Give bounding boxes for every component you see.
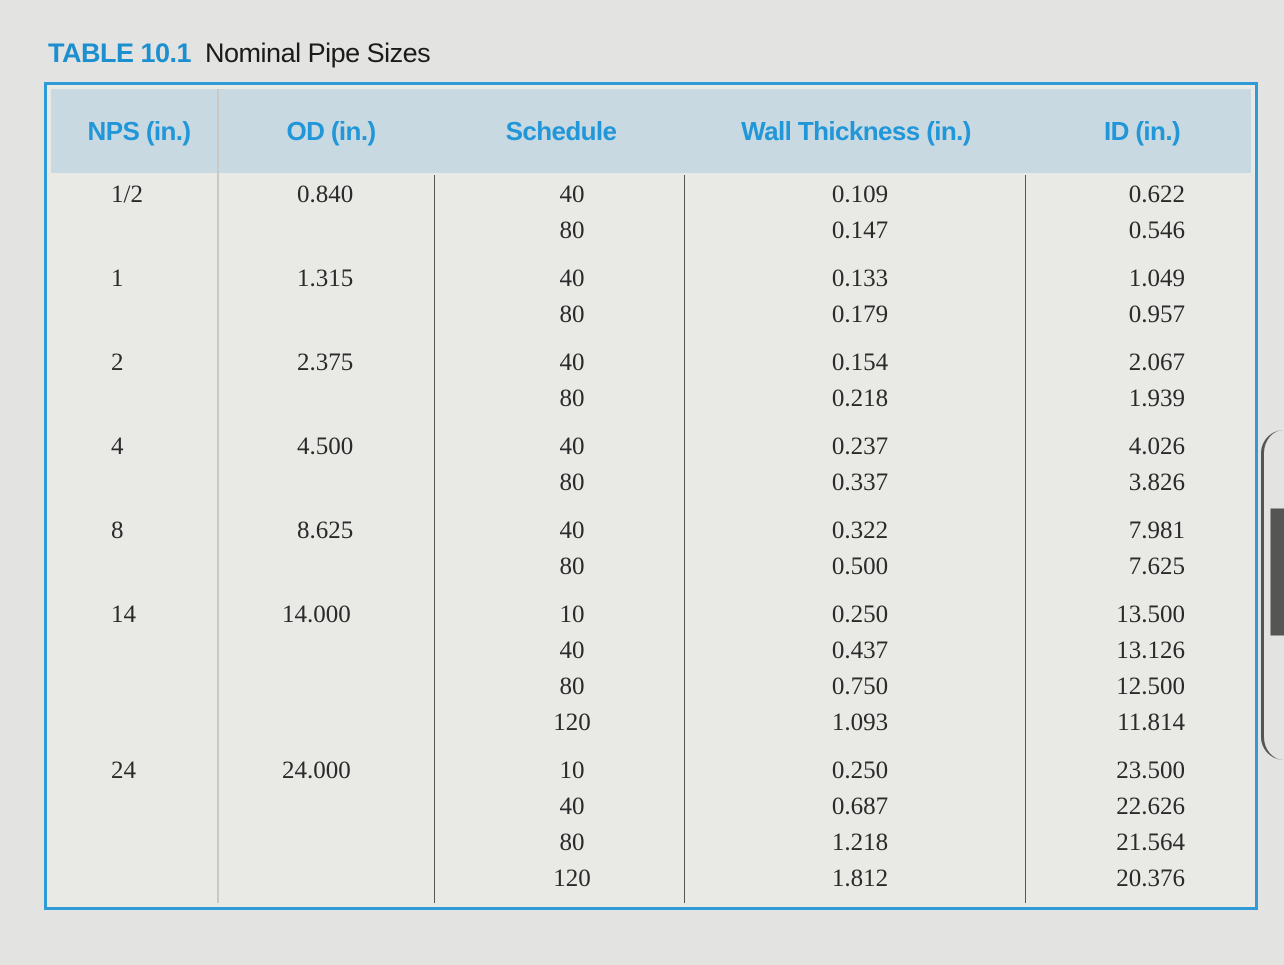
header-schedule: Schedule (505, 116, 617, 146)
schedule-cell: 80 (559, 217, 585, 244)
schedule-cell: 40 (559, 517, 585, 544)
schedule-cell: 40 (559, 793, 585, 820)
schedule-cell: 80 (559, 829, 585, 856)
wall-thickness-cell: 0.687 (831, 793, 889, 820)
schedule-cell: 120 (553, 709, 591, 736)
inner-diameter-cell: 0.957 (1128, 301, 1185, 328)
inner-diameter-cell: 20.376 (1116, 865, 1185, 892)
schedule-cell: 80 (559, 469, 585, 496)
wall-thickness-cell: 1.812 (831, 865, 889, 892)
column-divider (1025, 175, 1026, 903)
inner-diameter-cell: 23.500 (1116, 757, 1185, 784)
column-divider (434, 175, 435, 903)
table-caption (48, 38, 430, 69)
schedule-cell: 80 (559, 301, 585, 328)
wall-thickness-cell: 0.147 (831, 217, 889, 244)
column-divider (684, 175, 685, 903)
inner-diameter-cell: 3.826 (1128, 469, 1185, 496)
wall-thickness-cell: 0.337 (831, 469, 889, 496)
wall-thickness-cell: 0.322 (831, 517, 889, 544)
od-cell: 14.000 (282, 601, 351, 628)
nps-cell: 8 (111, 517, 124, 544)
schedule-cell: 80 (559, 553, 585, 580)
inner-diameter-cell: 12.500 (1116, 673, 1185, 700)
wall-thickness-cell: 1.218 (831, 829, 889, 856)
nps-cell: 14 (111, 601, 136, 628)
pipe-size-table (44, 82, 1258, 910)
table-header-row (51, 89, 1251, 173)
wall-thickness-cell: 0.437 (831, 637, 889, 664)
nps-cell: 1/2 (111, 181, 143, 208)
od-cell: 8.625 (297, 517, 354, 544)
inner-diameter-cell: 2.067 (1128, 349, 1185, 376)
schedule-cell: 80 (559, 385, 585, 412)
nps-cell: 2 (111, 349, 124, 376)
inner-diameter-cell: 4.026 (1128, 433, 1185, 460)
inner-diameter-cell: 0.622 (1128, 181, 1185, 208)
inner-diameter-cell: 1.049 (1128, 265, 1185, 292)
inner-diameter-cell: 11.814 (1117, 709, 1185, 736)
wall-thickness-cell: 0.237 (831, 433, 889, 460)
nps-cell: 1 (111, 265, 124, 292)
wall-thickness-cell: 0.179 (831, 301, 889, 328)
schedule-cell: 40 (559, 433, 585, 460)
od-cell: 2.375 (297, 349, 354, 376)
nps-cell: 4 (111, 433, 124, 460)
od-cell: 0.840 (297, 181, 354, 208)
header-wall-thickness: Wall Thickness (in.) (741, 116, 971, 146)
schedule-cell: 10 (559, 757, 585, 784)
schedule-cell: 40 (559, 349, 585, 376)
schedule-cell: 80 (559, 673, 585, 700)
wall-thickness-cell: 0.750 (831, 673, 889, 700)
inner-diameter-cell: 0.546 (1128, 217, 1185, 244)
schedule-cell: 40 (559, 637, 585, 664)
table-title: Nominal Pipe Sizes (205, 38, 431, 68)
schedule-cell: 10 (559, 601, 585, 628)
od-cell: 4.500 (297, 433, 354, 460)
wall-thickness-cell: 0.250 (831, 757, 889, 784)
wall-thickness-cell: 0.250 (831, 601, 889, 628)
inner-diameter-cell: 13.500 (1116, 601, 1185, 628)
table-number: TABLE 10.1 (48, 38, 192, 68)
wall-thickness-cell: 0.218 (831, 385, 889, 412)
wall-thickness-cell: 0.500 (831, 553, 889, 580)
od-cell: 1.315 (297, 265, 354, 292)
inner-diameter-cell: 21.564 (1116, 829, 1185, 856)
column-divider (217, 89, 219, 903)
inner-diameter-cell: 13.126 (1116, 637, 1185, 664)
inner-diameter-cell: 7.981 (1128, 517, 1185, 544)
header-nps: NPS (in.) (87, 116, 191, 146)
wall-thickness-cell: 0.154 (831, 349, 889, 376)
page-edge-shadow (1261, 430, 1284, 760)
wall-thickness-cell: 1.093 (831, 709, 889, 736)
inner-diameter-cell: 22.626 (1116, 793, 1185, 820)
header-id: ID (in.) (1103, 116, 1181, 146)
inner-diameter-cell: 7.625 (1128, 553, 1185, 580)
wall-thickness-cell: 0.109 (831, 181, 889, 208)
schedule-cell: 40 (559, 181, 585, 208)
inner-diameter-cell: 1.939 (1128, 385, 1185, 412)
od-cell: 24.000 (282, 757, 351, 784)
schedule-cell: 120 (553, 865, 591, 892)
wall-thickness-cell: 0.133 (831, 265, 889, 292)
nps-cell: 24 (111, 757, 136, 784)
schedule-cell: 40 (559, 265, 585, 292)
header-od: OD (in.) (286, 116, 376, 146)
